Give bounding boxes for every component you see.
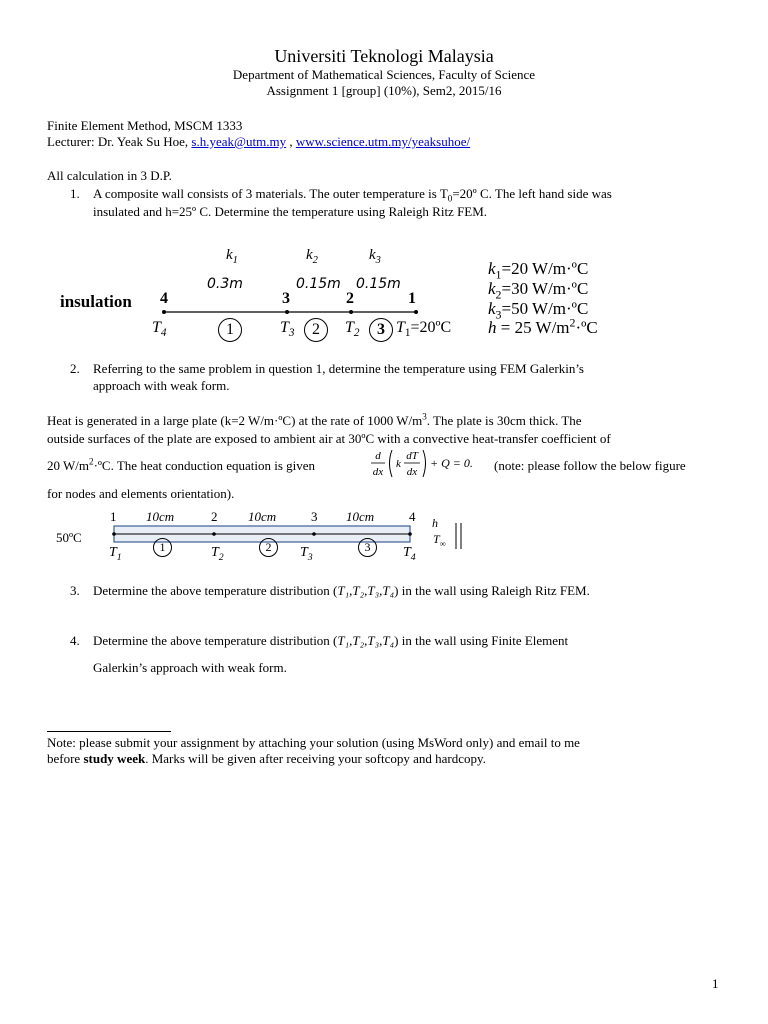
fig2-node-4: 4 <box>409 509 416 524</box>
q2-number: 2. <box>70 361 80 376</box>
fig2-length-2: 10cm <box>248 509 277 524</box>
note-study-week: study week <box>83 751 146 766</box>
para-line1: Heat is generated in a large plate (k=2 W/m·ºC) at the rate of 1000 $W/m^3$. The plate is 30cm thick. The <box>47 411 582 428</box>
node-3-label: 3 <box>282 290 290 307</box>
note-line2: before study week. Marks will be given after receiving your softcopy and hardcopy. <box>47 751 486 766</box>
fig2-node-2: 2 <box>211 509 218 524</box>
fig2-left-temperature: 50ºC <box>56 530 82 545</box>
k3-property: $k_3=50$ W/m·ºC <box>488 299 589 322</box>
fig2-length-1: 10cm <box>146 509 175 524</box>
para-line3: 20 $W/m^2\cdot ºC$. The heat conduction equation is given <box>47 456 316 473</box>
heat-equation <box>367 446 489 482</box>
eq-d-numerator: d <box>375 450 381 462</box>
q3-number: 3. <box>70 583 80 598</box>
fig2-element-3: 3 <box>358 538 377 557</box>
assignment-line: Assignment 1 [group] (10%), Sem2, 2015/16 <box>266 83 502 98</box>
length-element-1: 0.3m <box>207 276 243 292</box>
fig2-t1: $T_1$ <box>109 545 122 563</box>
q3-text: Determine the above temperature distribution (T₁,T₂,T₃,T₄) in the wall using Raleigh Ritz FEM. <box>93 583 590 598</box>
q4-text-line1: Determine the above temperature distribution (T₁,T₂,T₃,T₄) in the wall using Finite Element <box>93 633 569 648</box>
lecturer-line <box>47 134 470 150</box>
element-1-circle: 1 <box>218 318 242 342</box>
k3-label: $k_3$ <box>369 247 381 266</box>
link-separator: , <box>286 134 296 149</box>
fig2-node-1: 1 <box>110 509 117 524</box>
fig2-element-1: 1 <box>153 538 172 557</box>
eq-dx-denominator-2: dx <box>406 466 418 478</box>
fig2-node-3: 3 <box>311 509 318 524</box>
para-line2: outside surfaces of the plate are exposed to ambient air at 30ºC with a convective heat-transfer coefficient of <box>47 431 611 446</box>
para-line3-note: (note: please follow the below figure <box>494 458 686 473</box>
calculation-note: All calculation in 3 D.P. <box>47 168 172 183</box>
k2-label: $k_2$ <box>306 247 318 266</box>
fig2-t3: $T_3$ <box>300 545 313 563</box>
q1-text-line2: insulated and h=25º C. Determine the temperature using Raleigh Ritz FEM. <box>93 204 488 219</box>
eq-k: k <box>396 458 401 470</box>
email-link[interactable]: s.h.yeak@utm.my <box>191 134 287 149</box>
k1-label: $k_1$ <box>226 247 238 266</box>
fig2-element-2: 2 <box>259 538 278 557</box>
eq-dx-denominator: dx <box>372 466 384 478</box>
department-line: Department of Mathematical Sciences, Faculty of Science <box>232 67 536 82</box>
university-title: Universiti Teknologi Malaysia <box>274 46 494 66</box>
fig2-tinf-label: $T_\infty$ <box>433 532 446 549</box>
fig2-t2: $T_2$ <box>211 545 224 563</box>
t1-label: $T_1=20ºC$ <box>396 319 452 340</box>
k1-property: $k_1=20$ W/m·ºC <box>488 259 589 282</box>
h-property: h = 25 $W/m^2\cdot ºC$ <box>488 315 598 337</box>
website-link[interactable]: www.science.utm.my/yeaksuhoe/ <box>295 134 471 149</box>
k2-property: $k_2=30$ W/m·ºC <box>488 279 589 302</box>
q1-number: 1. <box>70 186 80 201</box>
q1-text-line1: A composite wall consists of 3 materials. The outer temperature is $T_0=20º$ C. The left hand side was <box>93 186 612 204</box>
element-3-circle: 3 <box>369 318 393 342</box>
q2-text-line1: Referring to the same problem in question 1, determine the temperature using FEM Galerkin’s <box>93 361 584 376</box>
t2-label: $T_2$ <box>345 319 360 340</box>
eq-tail: + Q = 0. <box>430 456 473 470</box>
node-1-label: 1 <box>408 290 416 307</box>
element-2-circle: 2 <box>304 318 328 342</box>
length-element-3: 0.15m <box>356 276 401 292</box>
note-line1: Note: please submit your assignment by attaching your solution (using MsWord only) and email to me <box>47 735 580 750</box>
fig2-length-3: 10cm <box>346 509 375 524</box>
course-title: Finite Element Method, MSCM 1333 <box>47 118 243 133</box>
node-4-label: 4 <box>160 290 168 307</box>
t4-label: $T_4$ <box>152 319 167 340</box>
fig2-t4: $T_4$ <box>403 545 416 563</box>
length-element-2: 0.15m <box>296 276 341 292</box>
wall-line <box>160 308 420 316</box>
footnote-rule <box>47 731 171 732</box>
q2-text-line2: approach with weak form. <box>93 378 230 393</box>
t3-label: $T_3$ <box>280 319 295 340</box>
page-number: 1 <box>712 976 719 991</box>
fig2-h-label: h <box>432 516 438 530</box>
para-line4: for nodes and elements orientation). <box>47 486 235 501</box>
lecturer-label: Lecturer: Dr. Yeak Su Hoe, <box>47 134 192 149</box>
node-2-label: 2 <box>346 290 354 307</box>
q4-number: 4. <box>70 633 80 648</box>
eq-dT-numerator: dT <box>406 450 418 462</box>
insulation-label: insulation <box>60 292 132 311</box>
q4-text-line2: Galerkin’s approach with weak form. <box>93 660 287 675</box>
